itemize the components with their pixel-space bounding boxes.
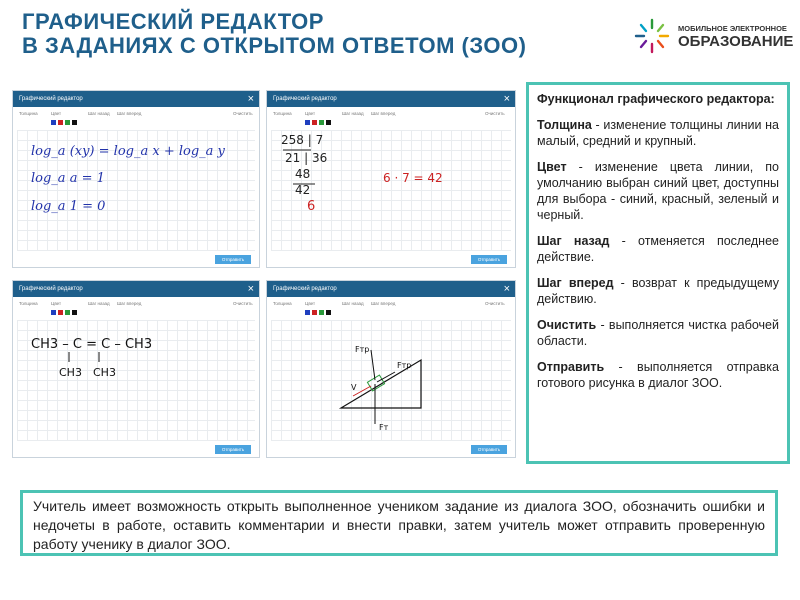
editor-window-4 <box>266 280 516 458</box>
feature-term: Цвет <box>537 160 567 174</box>
tool-thickness[interactable]: Толщина <box>19 111 38 116</box>
swatch-green[interactable] <box>319 120 324 125</box>
tool-thickness[interactable]: Толщина <box>273 301 292 306</box>
feature-thickness <box>537 117 779 149</box>
swatch-blue[interactable] <box>51 310 56 315</box>
features-panel <box>526 82 790 464</box>
handwriting-division <box>271 130 513 253</box>
tool-color[interactable]: Цвет <box>305 111 316 116</box>
close-icon[interactable]: × <box>247 283 254 295</box>
swatch-black[interactable] <box>72 310 77 315</box>
tool-undo[interactable]: Шаг назад <box>88 301 110 306</box>
logo-icon <box>632 16 672 56</box>
feature-redo <box>537 275 779 307</box>
ink-line-2: log_a a = 1 <box>31 171 105 186</box>
drawing-canvas[interactable] <box>17 130 255 251</box>
tool-color[interactable]: Цвет <box>305 301 316 306</box>
tool-clear[interactable]: Очистить <box>233 301 253 306</box>
feature-text: - выполняется отправка готового рисунка в диалог ЗОО. <box>537 360 779 390</box>
tool-color[interactable]: Цвет <box>51 301 62 306</box>
editor-window-1 <box>12 90 260 268</box>
tool-color[interactable]: Цвет <box>51 111 62 116</box>
close-icon[interactable]: × <box>503 283 510 295</box>
swatch-blue[interactable] <box>305 310 310 315</box>
editor-title: Графический редактор <box>273 286 337 292</box>
drawing-canvas[interactable] <box>271 130 511 251</box>
swatch-green[interactable] <box>65 310 70 315</box>
editor-toolbar <box>267 297 515 319</box>
handwriting-log <box>17 130 257 253</box>
tool-clear[interactable]: Очистить <box>485 111 505 116</box>
logo-line-1: МОБИЛЬНОЕ ЭЛЕКТРОННОЕ <box>678 24 787 33</box>
tool-redo[interactable]: Шаг вперед <box>371 111 396 116</box>
feature-term: Отправить <box>537 360 605 374</box>
ink-line-1: 258 | 7 <box>281 133 324 147</box>
tool-undo[interactable]: Шаг назад <box>342 301 364 306</box>
ink-line-3: CH3 <box>93 366 116 379</box>
tool-clear[interactable]: Очистить <box>485 301 505 306</box>
tool-redo[interactable]: Шаг вперед <box>117 111 142 116</box>
send-button[interactable]: Отправить <box>215 255 251 264</box>
feature-term: Шаг назад <box>537 234 610 248</box>
logo-line-2: ОБРАЗОВАНИЕ <box>678 33 794 50</box>
tool-undo[interactable]: Шаг назад <box>88 111 110 116</box>
send-button[interactable]: Отправить <box>215 445 251 454</box>
teacher-note: Учитель имеет возможность открыть выполненное учеником задание из диалога ЗОО, обозначить ошибки и недочеты в работе, оставить комментарии и внести правки, затем учитель может отправить проверенную работу ученику в диалог ЗОО. <box>20 490 778 556</box>
ink-line-1: CH3 – C = C – CH3 <box>31 337 153 352</box>
page-title <box>22 10 526 58</box>
ink-label-1: Fтр <box>355 345 370 354</box>
feature-text: - возврат к предыдущему действию. <box>537 276 779 306</box>
tool-redo[interactable]: Шаг вперед <box>371 301 396 306</box>
drawing-canvas[interactable] <box>17 320 255 441</box>
editor-titlebar <box>13 281 259 297</box>
editor-toolbar <box>13 107 259 129</box>
feature-color <box>537 159 779 223</box>
editor-title: Графический редактор <box>273 96 337 102</box>
swatch-blue[interactable] <box>51 120 56 125</box>
ink-line-2: CH3 <box>59 366 82 379</box>
feature-text: - выполняется чистка рабочей области. <box>537 318 779 348</box>
tool-clear[interactable]: Очистить <box>233 111 253 116</box>
send-button[interactable]: Отправить <box>471 255 507 264</box>
title-line-1: ГРАФИЧЕСКИЙ РЕДАКТОР <box>22 9 324 34</box>
editor-window-2 <box>266 90 516 268</box>
ink-label-3: V <box>351 383 357 392</box>
editor-toolbar <box>13 297 259 319</box>
swatch-green[interactable] <box>65 120 70 125</box>
editor-window-3 <box>12 280 260 458</box>
tool-undo[interactable]: Шаг назад <box>342 111 364 116</box>
ink-line-6: 6 · 7 = 42 <box>383 171 443 185</box>
editor-title: Графический редактор <box>19 286 83 292</box>
feature-text: - отменяется последнее действие. <box>537 234 779 264</box>
feature-term: Шаг вперед <box>537 276 614 290</box>
swatch-black[interactable] <box>72 120 77 125</box>
feature-send <box>537 359 779 391</box>
feature-clear <box>537 317 779 349</box>
swatch-green[interactable] <box>319 310 324 315</box>
title-line-2: В ЗАДАНИЯХ С ОТКРЫТОМ ОТВЕТОМ (ЗОО) <box>22 33 527 58</box>
ink-line-2: 21 | 36 <box>285 151 328 165</box>
ink-line-1: log_a (xy) = log_a x + log_a y <box>31 144 225 159</box>
ink-label-2: Fтр <box>397 361 412 370</box>
tool-thickness[interactable]: Толщина <box>19 301 38 306</box>
swatch-red[interactable] <box>58 120 63 125</box>
feature-text: - изменение толщины линии на малый, средний и крупный. <box>537 118 779 148</box>
swatch-red[interactable] <box>312 120 317 125</box>
ink-line-5: 6 <box>307 199 316 214</box>
ink-label-4: Fт <box>379 423 389 432</box>
ink-line-3: log_a 1 = 0 <box>31 199 106 214</box>
swatch-red[interactable] <box>312 310 317 315</box>
ink-arrow <box>371 350 375 380</box>
send-button[interactable]: Отправить <box>471 445 507 454</box>
swatch-black[interactable] <box>326 120 331 125</box>
editor-title: Графический редактор <box>19 96 83 102</box>
swatch-blue[interactable] <box>305 120 310 125</box>
panel-heading: Функционал графического редактора: <box>537 92 775 106</box>
editor-titlebar <box>13 91 259 107</box>
close-icon[interactable]: × <box>503 93 510 105</box>
editor-toolbar <box>267 107 515 129</box>
swatch-black[interactable] <box>326 310 331 315</box>
ink-line-4: 42 <box>295 183 311 197</box>
logo <box>632 16 792 56</box>
feature-term: Толщина <box>537 118 592 132</box>
feature-text: - изменение цвета линии, по умолчанию выбран синий цвет, доступны для выбора - синий, красный, зеленый и черный. <box>537 160 779 222</box>
drawing-canvas[interactable] <box>271 320 511 441</box>
handwriting-chemistry <box>17 320 257 443</box>
feature-undo <box>537 233 779 265</box>
ink-line-3: 48 <box>295 167 311 181</box>
close-icon[interactable]: × <box>247 93 254 105</box>
tool-redo[interactable]: Шаг вперед <box>117 301 142 306</box>
feature-term: Очистить <box>537 318 597 332</box>
swatch-red[interactable] <box>58 310 63 315</box>
handwriting-physics <box>271 320 513 443</box>
editor-titlebar <box>267 91 515 107</box>
tool-thickness[interactable]: Толщина <box>273 111 292 116</box>
editor-titlebar <box>267 281 515 297</box>
